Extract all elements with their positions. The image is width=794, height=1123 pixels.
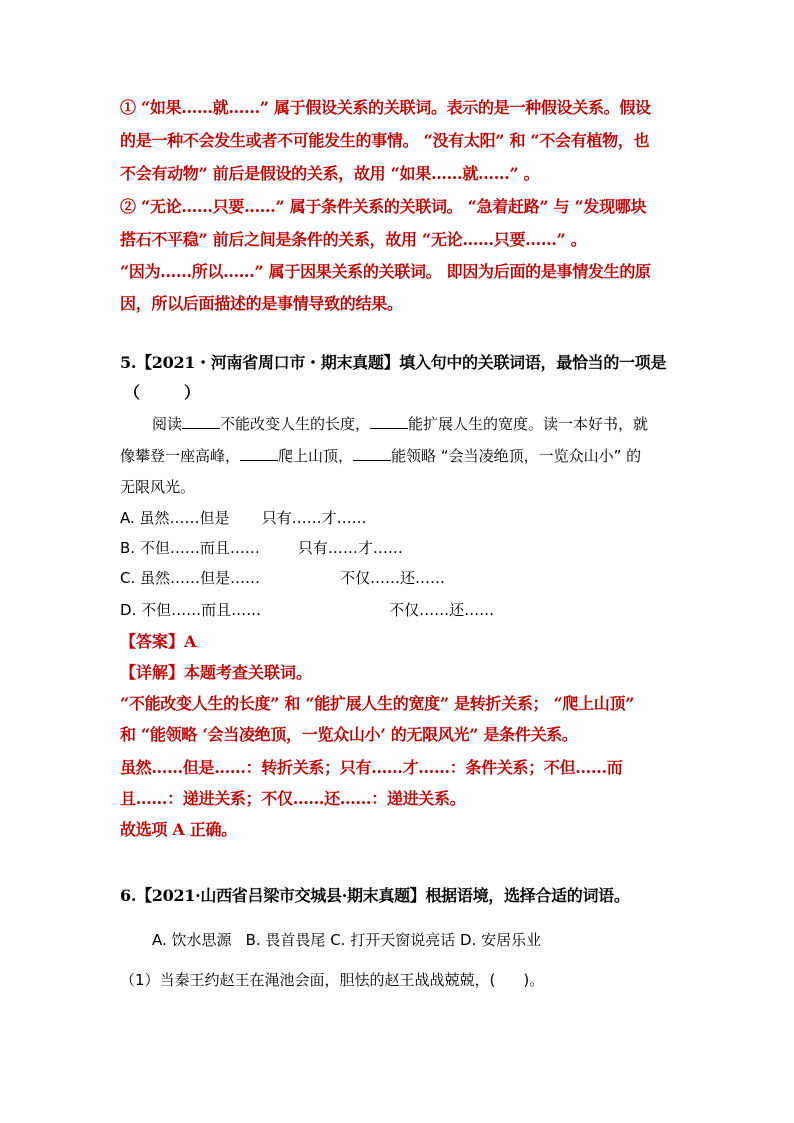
fill-blank-2 [370, 414, 408, 429]
answer-line [120, 632, 196, 652]
question5-header [120, 353, 666, 373]
explanation-line-3: 不会有动物” 前后是假设的关系，故用 “如果……就……” 。 [120, 164, 540, 183]
explanation-line-7: 因，所以后面描述的是事情导致的结果。 [120, 294, 403, 313]
fill-blank-3 [240, 446, 278, 461]
explanation-line-6: “因为……所以……” 属于因果关系的关联词。 即因为后面的是事情发生的原 [120, 262, 651, 281]
fill-blank-4 [353, 446, 391, 461]
question6-source: 【2021·山西省吕梁市交城县·期末真题】 [136, 886, 426, 905]
option-c: C. 虽然……但是…… 不仅……还…… [120, 569, 446, 587]
option-d: D. 不但……而且…… 不仅……还…… [120, 601, 495, 619]
answer-value: A [184, 632, 197, 651]
question6-number: 6. [120, 886, 137, 905]
option-b: B. 不但……而且…… 只有……才…… [120, 539, 403, 557]
passage-line-2: 像攀登一座高峰， 爬上山顶， 能领略 “会当凌绝顶，一览众山小” 的 [120, 447, 642, 465]
question5-answer-paren: （ ） [124, 383, 201, 402]
explanation-line-5: 搭石不平稳” 前后之间是条件的关系，故用 “无论……只要……” 。 [120, 230, 587, 249]
detail-line-2: 和 “能领略 ‘会当凌绝顶，一览众山小’ 的无限风光” 是条件关系。 [120, 725, 578, 744]
detail-line [120, 663, 312, 683]
detail-line-1: “不能改变人生的长度” 和 “能扩展人生的宽度” 是转折关系； “爬上山顶” [120, 694, 635, 713]
detail-tag: 【详解】 [120, 663, 185, 682]
question6-header [120, 886, 630, 906]
answer-tag: 【答案】 [120, 632, 185, 651]
passage-line-3: 无限风光。 [120, 478, 196, 496]
question6-item-1: （1）当秦王约赵王在渑池会面，胆怯的赵王战战兢兢，( )。 [120, 971, 545, 989]
detail-line-3: 虽然……但是……：转折关系；只有……才……：条件关系；不但……而 [120, 758, 623, 777]
detail-line-5: 故选项 A 正确。 [120, 820, 237, 839]
question5-prompt: 填入句中的关联词语，最恰当的一项是 [399, 353, 667, 372]
fill-blank-1 [182, 414, 220, 429]
explanation-line-1: ① “如果……就……” 属于假设关系的关联词。表示的是一种假设关系。假设 [120, 98, 651, 117]
question5-number: 5. [120, 353, 137, 372]
question5-source: 【2021・河南省周口市・期末真题】 [136, 353, 400, 372]
question6-prompt: 根据语境，选择合适的词语。 [425, 886, 630, 905]
detail-line-4: 且……：递进关系；不仅……还……：递进关系。 [120, 789, 466, 808]
passage-line-1: 阅读 不能改变人生的长度， 能扩展人生的宽度。读一本好书，就 [152, 415, 649, 433]
detail-intro: 本题考查关联词。 [184, 663, 313, 682]
explanation-line-2: 的是一种不会发生或者不可能发生的事情。 “没有太阳” 和 “不会有植物，也 [120, 131, 650, 150]
option-a: A. 虽然……但是 只有……才…… [120, 509, 367, 527]
question6-choices: A. 饮水思源 B. 畏首畏尾 C. 打开天窗说亮话 D. 安居乐业 [152, 931, 542, 949]
explanation-line-4: ② “无论……只要……” 属于条件关系的关联词。 “急着赶路” 与 “发现哪块 [120, 197, 647, 216]
